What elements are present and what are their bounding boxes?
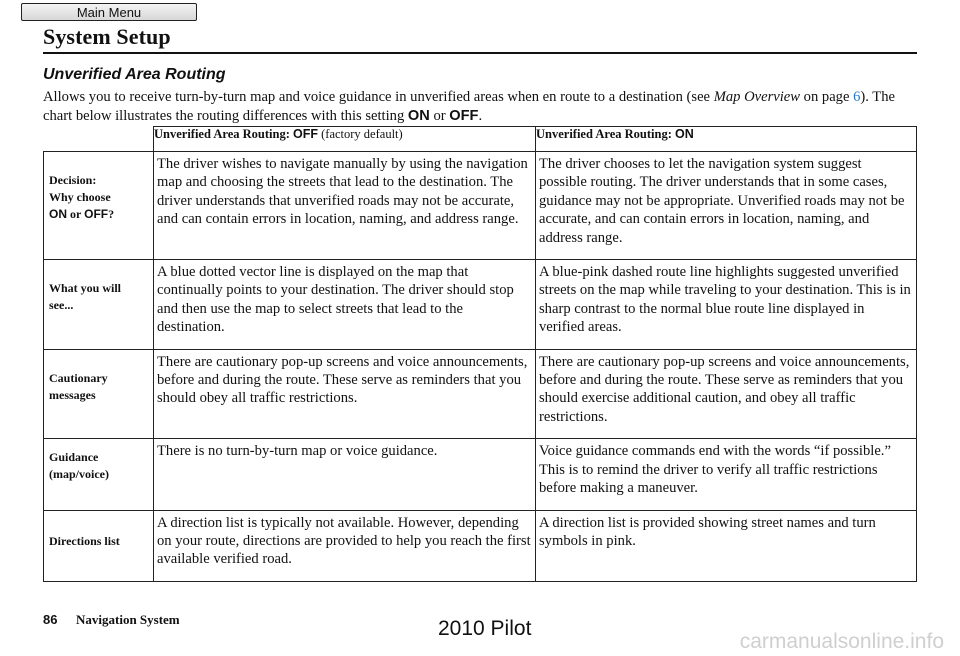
page-title: System Setup	[43, 24, 171, 49]
header-on: Unverified Area Routing: ON	[536, 127, 917, 152]
routing-comparison-table	[43, 126, 917, 582]
row-label-directions: Directions list	[44, 510, 154, 581]
off-cell: There is no turn-by-turn map or voice guidance.	[154, 439, 536, 510]
row-label-decision: Decision: Why choose ON or OFF?	[44, 152, 154, 260]
on-cell: A direction list is provided showing street names and turn symbols in pink.	[536, 510, 917, 581]
table-row	[44, 349, 917, 439]
row-label-cautionary: Cautionary messages	[44, 349, 154, 439]
manual-title: Navigation System	[76, 612, 180, 627]
section-title: Unverified Area Routing	[43, 66, 226, 83]
on-cell: Voice guidance commands end with the words “if possible.” This is to remind the driver to verify all traffic restrictions before making a maneuver.	[536, 439, 917, 510]
off-setting-text: OFF	[449, 108, 479, 124]
map-overview-ref: Map Overview	[713, 89, 801, 105]
on-cell: There are cautionary pop-up screens and voice announcements, before and during the route. These serve as reminders that you should exercise additional caution, and obey all traffic restrictions.	[536, 349, 917, 439]
watermark-model: 2010 Pilot	[438, 617, 532, 640]
off-cell: A blue dotted vector line is displayed on the map that continually points to your destination. The driver should stop and then use the map to select streets that lead to the destination.	[154, 260, 536, 350]
row-label-what-you-see: What you will see...	[44, 260, 154, 350]
header-off: Unverified Area Routing: OFF (factory default)	[154, 127, 536, 152]
main-menu-button[interactable]: Main Menu	[21, 3, 197, 21]
table-row	[44, 152, 917, 260]
title-divider	[43, 52, 917, 54]
row-label-guidance: Guidance (map/voice)	[44, 439, 154, 510]
off-cell: A direction list is typically not available. However, depending on your route, directions are provided to help you reach the first available verified road.	[154, 510, 536, 581]
page-number: 86	[43, 612, 58, 627]
table-row	[44, 510, 917, 581]
on-cell: A blue-pink dashed route line highlights suggested unverified streets on the map while traveling to your destination. This is in sharp contrast to the normal blue route line displayed in verified areas.	[536, 260, 917, 350]
on-setting-text: ON	[407, 108, 430, 124]
off-cell: There are cautionary pop-up screens and voice announcements, before and during the route. These serve as reminders that you should obey all traffic restrictions.	[154, 349, 536, 439]
header-blank-cell	[44, 127, 154, 152]
intro-paragraph: Allows you to receive turn-by-turn map and voice guidance in unverified areas when en route to a destination (see Map Overview on page 6). The chart below illustrates the routing differences with this setting ON or OFF.	[43, 89, 895, 124]
table-row	[44, 439, 917, 510]
table-row	[44, 260, 917, 350]
page-link[interactable]: 6	[853, 89, 861, 105]
on-cell: The driver chooses to let the navigation system suggest possible routing. The driver understands that in some cases, guidance may not be appropriate. Unverified roads may not be accurate, and can contain errors in location, naming, and address range.	[536, 152, 917, 260]
off-cell: The driver wishes to navigate manually by using the navigation map and choosing the streets that lead to the destination. The driver understands that unverified roads may not be accurate, and can contain errors in location, naming, and address range.	[154, 152, 536, 260]
table-header-row	[44, 127, 917, 152]
watermark-site: carmanualsonline.info	[739, 630, 944, 653]
